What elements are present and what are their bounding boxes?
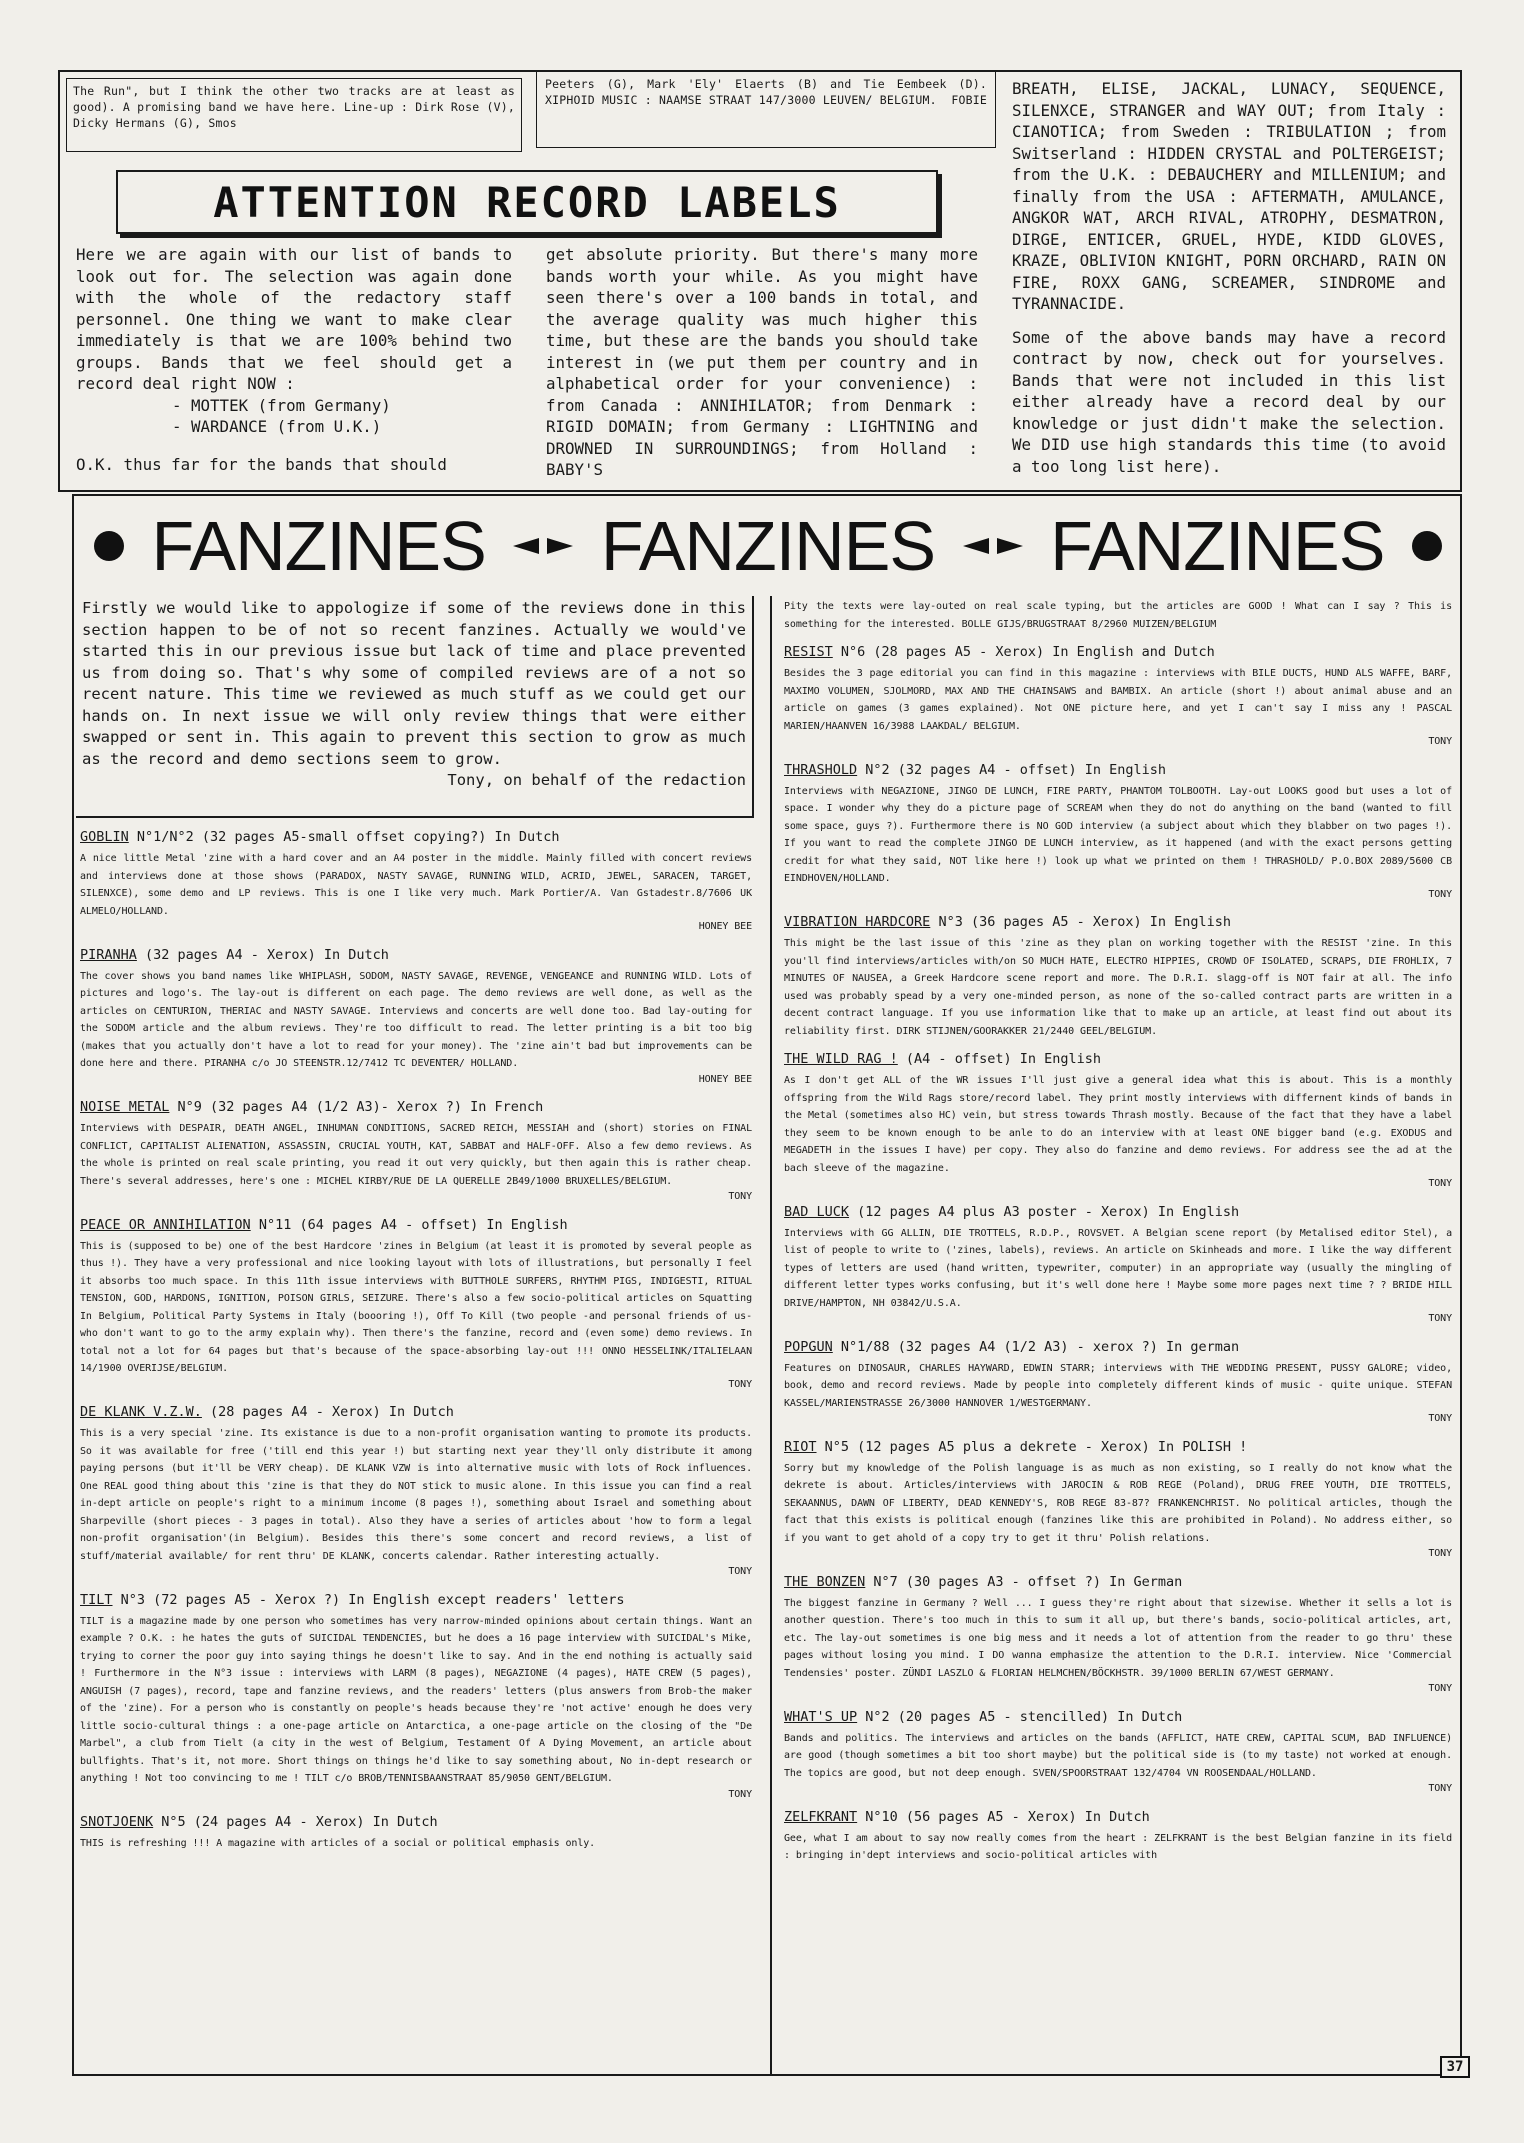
review-zine-name: PIRANHA: [80, 946, 137, 963]
review-title: [784, 1808, 1452, 1826]
review-signature: TONY: [1428, 736, 1452, 747]
review-zine-details: N°10 (56 pages A5 - Xerox) In Dutch: [857, 1808, 1150, 1825]
fanzine-review: [784, 1438, 1452, 1563]
review-signature: HONEY BEE: [698, 1073, 752, 1085]
review-zine-details: (12 pages A4 plus A3 poster - Xerox) In English: [849, 1203, 1240, 1220]
record-labels-middle-column: [546, 244, 978, 482]
right-reviews-column: [784, 598, 1452, 2068]
fanzine-review: [80, 1216, 752, 1394]
review-title: [784, 761, 1452, 779]
page-number-box: [1440, 2056, 1470, 2078]
review-signature: TONY: [1428, 1178, 1452, 1189]
review-body: Gee, what I am about to say now really comes from the heart : ZELFKRANT is the best Belgian fanzine in its field : bringing in'dept interviews and socio-political articles with: [784, 1832, 1452, 1861]
top-continuation-col1: [66, 78, 522, 152]
fanzine-review: [784, 1203, 1452, 1328]
review-zine-name: ZELFKRANT: [784, 1808, 858, 1825]
review-body: TILT is a magazine made by one person who sometimes has very narrow-minded opinions about certain things. Want an example ? O.K. : he hates the guts of SUICIDAL TENDENCIES, but he does a 16 page interview with SUICIDAL's Mike, trying to corner the poor guy into saying things he doesn't like to say. And in the end nothing is actually said ! Furthermore in the N°3 issue : interviews with LARM (8 pages), NEGAZIONE (4 pages), HATE CREW (5 pages), ANGUISH (7 pages), record, tape and fanzine reviews, and the readers' letters (plus answers from Brob-the maker of the 'zine). For a person who is constantly on people's heads because they're 'not active' enough he does very little socio-cultural things : a one-page article on Antarctica, a one-page article on the closing of the "De Marbel", a club from Tielt (a city in the west of Belgium, Testament Of A Dying Movement, an article about bullfights. That's it, not more. Short things on things he'd like to say something about, No in-dept research or anything ! Not too convincing to me ! TILT c/o BROB/TENNISBAANSTRAAT 85/9050 GENT/BELGIUM.: [80, 1615, 752, 1784]
review-zine-name: THRASHOLD: [784, 761, 858, 778]
fanzines-banner-word-2: FANZINES: [600, 507, 936, 585]
review-body: Interviews with DESPAIR, DEATH ANGEL, INHUMAN CONDITIONS, SACRED REICH, MESSIAH and (short) stories on FINAL CONFLICT, CAPITALIST ALIENATION, ASSASSIN, CRUCIAL YOUTH, KAT, SABBAT and HALF-OFF. Also a few demo reviews. As the whole is printed on real scale printing, you read it out very quickly, but then again this is rather cheap. There's several addresses, here's one : MICHEL KIRBY/RUE DE LA QUERELLE 2B49/1000 BRUXELLES/BELGIUM.: [80, 1123, 752, 1187]
review-zine-details: N°7 (30 pages A3 - offset ?) In German: [865, 1573, 1183, 1590]
fanzine-review: [80, 828, 752, 936]
record-labels-intro: Here we are again with our list of bands to look out for. The selection was again done with the whole of the redactory staff personnel. One thing we want to make clear immediately is that we are 100% behind two groups. Bands that we feel should get a record deal right NOW :: [76, 245, 512, 393]
review-body: The cover shows you band names like WHIPLASH, SODOM, NASTY SAVAGE, REVENGE, VENGEANCE and RUNNING WILD. Lots of pictures and logo's. The lay-out is different on each page. The demo reviews are well done, as well as the articles on CENTURION, THERIAC and NASTY SAVAGE. Interviews and concerts are well done too. Bad lay-outing for the SODOM article and the album reviews. They're too difficult to read. The letter printing is a bit too big (makes that you actually don't have a lot to read for your money). The 'zine ain't bad but improvements can be done here and there. PIRANHA c/o JO STEENSTR.12/7412 TC DEVENTER/ HOLLAND.: [80, 970, 752, 1069]
review-body: This is a very special 'zine. Its existance is due to a non-profit organisation wanting to promote its products. So it was available for free ('till end this year !) but starting next year they'll only distribute it among paying persons (but it'll be VERY cheap). DE KLANK VZW is into alternative music with lots of Rock influences. One REAL good thing about this 'zine is that they do NOT stick to music alone. In this issue you can find a real in-dept article on people's right to a minimum income (8 pages !), something about Israel and something about Sharpeville (short pieces - 3 pages in total). Also they have a series of articles about 'how to form a legal non-profit organisation'(in Belgium). Besides this there's some concert and record reviews, a list of stuff/material available/ for rent thru' DE KLANK, concerts calendar. Rather interesting actually.: [80, 1428, 752, 1562]
record-labels-closing: Some of the above bands may have a record contract by now, check out for yourselves. Bands that were not included in this list either already have a record deal by our knowledge or just didn't make the selection. We DID use high standards this time (to avoid a too long list here).: [1012, 327, 1446, 476]
fanzines-banner-word-1: FANZINES: [151, 507, 486, 585]
review-zine-details: N°2 (20 pages A5 - stencilled) In Dutch: [857, 1708, 1183, 1725]
review-body: Sorry but my knowledge of the Polish language is as much as non existing, so I really do not know what the dekrete is about. Articles/interviews with JAROCIN & ROB REGE (Poland), DRUG FREE YOUTH, DIE TROTTELS, SEKAANNUS, DAWN OF LIBERTY, DEAD KENNEDY'S, ROB REGE 83-87? FRANKENCHRIST. No political articles, though the fact that this exists is political enough (fanzines like this are prohibited in Poland). No address either, so if you want to get ahold of a copy try to get it thru' Polish relations.: [784, 1462, 1452, 1544]
review-signature: TONY: [728, 1566, 752, 1577]
review-title: [784, 1573, 1452, 1591]
review-signature: TONY: [728, 1378, 752, 1390]
fanzine-review: [784, 1050, 1452, 1193]
review-body: Interviews with NEGAZIONE, JINGO DE LUNCH, FIRE PARTY, PHANTOM TOLBOOTH. Lay-out LOOKS good but uses a lot of space. I wonder why they do a picture page of SCREAM when they do not do anything on the band (wanted to fill some space, guys ?). Furthermore there is NO GOD interview (a subject about which they blabber on two pages !). If you want to read the complete JINGO DE LUNCH interview, as it happened (and with the exact persons getting credit for what they said, NOT like here !) look up what we printed on them ! THRASHOLD/ P.O.BOX 2089/5600 CB EINDHOVEN/HOLLAND.: [784, 785, 1452, 884]
column-divider: [770, 596, 772, 2074]
record-labels-band-list: BREATH, ELISE, JACKAL, LUNACY, SEQUENCE, SILENXCE, STRANGER and WAY OUT; from Italy : CIANOTICA; from Sweden : TRIBULATION ; from Switserland : HIDDEN CRYSTAL and POLTERGEIST; from the U.K. : DEBAUCHERY and MILLENIUM; and finally from the USA : AFTERMATH, AMULANCE, ANGKOR WAT, ARCH RIVAL, ATROPHY, DESMATRON, DIRGE, ENTICER, GRUEL, HYDE, KIDD GLOVES, KRAZE, OBLIVION KNIGHT, PORN ORCHARD, RAIN ON FIRE, ROXX GANG, SCREAMER, SINDROME and TYRANNACIDE.: [1012, 79, 1446, 313]
review-signature: TONY: [1428, 1313, 1452, 1324]
fanzine-review: [784, 643, 1452, 751]
review-zine-details: N°1/N°2 (32 pages A5-small offset copying?) In Dutch: [128, 829, 560, 845]
review-zine-name: TILT: [80, 1591, 113, 1608]
fanzines-intro-text: Firstly we would like to appologize if some of the reviews done in this section happen to be of not so recent fanzines. Actually we would've started this in our previous issue but lack of time and place prevented us from doing so. That's why some of compiled reviews are of a not so recent nature. This time we reviewed as much stuff as we could get our hands on. In next issue we will only review things that were either swapped or sent in. This again to prevent this section to grow as much as the record and demo sections seem to grow.: [82, 599, 746, 768]
fanzine-review: [784, 761, 1452, 904]
fanzine-review: [784, 1708, 1452, 1798]
review-body: This might be the last issue of this 'zine as they plan on working together with the RESIST 'zine. In this you'll find interviews/articles with/on SO MUCH HATE, ELECTRO HIPPIES, CROWD OF ISOLATED, SCRAPS, DIE FROHLIX, 7 MINUTES OF NAUSEA, a Greek Hardcore scene report and more. The D.R.I. slagg-off is NOT fair at all. The info used was probably spead by a very one-minded person, as none of the so-called contract parts are written in a decent contract language. If you use information like that to make up an article, at least find out about its reliability first. DIRK STIJNEN/GOORAKKER 21/2440 GEEL/BELGIUM.: [784, 938, 1452, 1037]
fanzines-banner-word-3: FANZINES: [1050, 507, 1385, 585]
review-zine-name: GOBLIN: [80, 829, 129, 845]
review-zine-details: N°5 (12 pages A5 plus a dekrete - Xerox) In POLISH !: [816, 1438, 1248, 1455]
record-labels-left-end: O.K. thus far for the bands that should: [76, 454, 447, 474]
review-title: [80, 1216, 752, 1234]
fanzine-review: [784, 598, 1452, 633]
arrow-separator-icon: [513, 538, 573, 554]
review-zine-name: VIBRATION HARDCORE: [784, 914, 931, 930]
review-zine-name: WHAT'S UP: [784, 1708, 858, 1725]
review-zine-name: RESIST: [784, 644, 833, 660]
review-zine-details: N°2 (32 pages A4 - offset) In English: [857, 761, 1167, 778]
fanzines-intro-signature: Tony, on behalf of the redaction: [447, 771, 746, 789]
fanzine-review: [784, 1338, 1452, 1428]
fanzine-review: [80, 946, 752, 1089]
review-title: [784, 1708, 1452, 1726]
bullet-left-icon: [94, 531, 124, 561]
review-zine-name: POPGUN: [784, 1338, 833, 1355]
fanzines-intro: [82, 598, 746, 814]
fanzine-review: [80, 1813, 752, 1853]
review-signature: TONY: [1428, 888, 1452, 900]
review-body: Pity the texts were lay-outed on real scale typing, but the articles are GOOD ! What can I say ? This is something for the interested. BOLLE GIJS/BRUGSTRAAT 8/2960 MUIZEN/BELGIUM: [784, 601, 1452, 630]
review-title: [80, 1591, 752, 1609]
left-reviews-column: [80, 828, 752, 2068]
review-zine-details: (A4 - offset) In English: [897, 1051, 1101, 1067]
review-title: [80, 946, 752, 964]
intro-box-bottom-border: [76, 816, 754, 818]
review-zine-details: N°6 (28 pages A5 - Xerox) In English and Dutch: [832, 644, 1215, 660]
record-labels-middle-text: get absolute priority. But there's many more bands worth your while. As you might have seen there's over a 100 bands in total, and the average quality was much higher this time, but these are the bands you should take interest in (we put them per country and in alphabetical order for your convenience) : from Canada : ANNIHILATOR; from Denmark : RIGID DOMAIN; from Germany : LIGHTNING and DROWNED IN SURROUNDINGS; from Holland : BABY'S: [546, 245, 978, 479]
review-zine-details: (28 pages A4 - Xerox) In Dutch: [201, 1404, 454, 1420]
review-zine-name: PEACE OR ANNIHILATION: [80, 1216, 251, 1233]
review-zine-name: DE KLANK V.Z.W.: [80, 1404, 202, 1420]
fanzine-review: [80, 1403, 752, 1581]
review-zine-details: N°3 (72 pages A5 - Xerox ?) In English except readers' letters: [112, 1591, 625, 1608]
top-col1-text: The Run", but I think the other two tracks are at least as good). A promising band we have here. Line-up : Dirk Rose (V), Dicky Hermans (G), Smos: [73, 84, 515, 130]
review-signature: TONY: [1428, 1413, 1452, 1424]
fanzine-review: [784, 1808, 1452, 1865]
fanzine-review: [784, 1573, 1452, 1698]
review-body: Besides the 3 page editorial you can find in this magazine : interviews with BILE DUCTS, HUND ALS WAFFE, BARF, MAXIMO VOLUMEN, SJOLMORD, MAX AND THE CHAINSAWS and BAMBIX. An article (short !) about animal abuse and an article on games (3 games explained). Not ONE picture here, and yet I can't say I miss any ! PASCAL MARIEN/HAANVEN 16/3988 LAAKDAL/ BELGIUM.: [784, 668, 1452, 732]
review-signature: HONEY BEE: [698, 921, 752, 932]
review-body: Interviews with GG ALLIN, DIE TROTTELS, R.D.P., ROVSVET. A Belgian scene report (by Metalised editor Stel), a list of people to write to ('zines, labels), reviews. An article on Skinheads and more. I like the way different types of letters are used (hand written, typewriter, computer) in an appropriate way (usually the mingling of different letter types works confusing, but it's well done here ! Maybe some more pages next time ? ? BRIDE HILL DRIVE/HAMPTON, NH 03842/U.S.A.: [784, 1227, 1452, 1309]
review-signature: TONY: [1428, 1683, 1452, 1694]
review-body: The biggest fanzine in Germany ? Well ... I guess they're right about that sizewise. Whether it sells a lot is another question. There's too much in this to sum it all up, but there's bands, socio-political articles, art, etc. The lay-out sometimes is one big mess and it needs a lot of attention from the reader to go thru' these pages without losing you mind. I DO wanna emphasize the attention to the D.R.I. interview. Nice 'Commercial Tendensies' poster. ZÜNDI LASZLO & FLORIAN HELMCHEN/BÖCKHSTR. 39/1000 BERLIN 67/WEST GERMANY.: [784, 1597, 1452, 1679]
review-zine-details: N°1/88 (32 pages A4 (1/2 A3) - xerox ?) In german: [832, 1338, 1240, 1355]
fanzine-review: [784, 913, 1452, 1040]
review-body: A nice little Metal 'zine with a hard cover and an A4 poster in the middle. Mainly filled with concert reviews and interviews done at those shows (PARADOX, NASTY SAVAGE, RUNNING WILD, ACRID, JEWEL, SARACEN, TARGET, SILENXCE), some demo and LP reviews. This is one I like very much. Mark Portier/A. Van Gstadestr.8/7606 UK ALMELO/HOLLAND.: [80, 853, 752, 917]
top-continuation-col2: [536, 72, 996, 148]
top-col2-text: Peeters (G), Mark 'Ely' Elaerts (B) and Tie Eembeek (D). XIPHOID MUSIC : NAAMSE STRAAT 147/3000 LEUVEN/ BELGIUM.: [545, 77, 987, 107]
review-body: Features on DINOSAUR, CHARLES HAYWARD, EDWIN STARR; interviews with THE WEDDING PRESENT, PUSSY GALORE; video, book, demo and record reviews. Made by people into completely different kinds of music - quite unique. STEFAN KASSEL/MARIENSTRASSE 26/3000 HANNOVER 1/WESTGERMANY.: [784, 1362, 1452, 1409]
review-zine-name: THE WILD RAG !: [784, 1051, 898, 1067]
page-number: 37: [1446, 2059, 1464, 2075]
priority-band-1: - MOTTEK (from Germany): [172, 395, 391, 415]
review-zine-details: N°9 (32 pages A4 (1/2 A3)- Xerox ?) In French: [169, 1099, 544, 1115]
review-zine-name: NOISE METAL: [80, 1099, 170, 1115]
review-title: [80, 828, 752, 846]
review-zine-name: BAD LUCK: [784, 1203, 850, 1220]
fanzine-review: [80, 1591, 752, 1804]
review-title: [80, 1098, 752, 1116]
review-signature: TONY: [728, 1788, 752, 1800]
review-title: [784, 1438, 1452, 1456]
review-zine-name: SNOTJOENK: [80, 1814, 154, 1830]
review-body: This is (supposed to be) one of the best Hardcore 'zines in Belgium (at least it is promoted by several people as thus !). They have a very professional and nice looking layout with lots of illustrations, but personally I feel it absorbs too much space. In this 11th issue interviews with BUTTHOLE SURFERS, RHYTHM PIGS, INDIGESTI, RITUAL TENSION, GOD, HARDONS, IGNITION, POISON GIRLS, SEIZURE. There's also a few socio-political articles on Squatting In Belgium, Political Party Systems in Italy (boooring !), Off To Kill (two people -and personal friends of us- who don't want to go to the army explain why). Then there's the fanzine, record and (even some) demo reviews. In total not a lot for 64 pages but that's because of the space-absorbing lay-out !!! ONNO HESSELINK/ITALIELAAN 14/1900 OVERIJSE/BELGIUM.: [80, 1240, 752, 1374]
priority-band-2: - WARDANCE (from U.K.): [172, 417, 382, 436]
bullet-right-icon: [1412, 531, 1442, 561]
fanzines-banner: [84, 500, 1452, 592]
review-title: [784, 1050, 1452, 1068]
attention-record-labels-heading-box: [116, 170, 938, 234]
review-zine-name: RIOT: [784, 1438, 817, 1455]
review-zine-details: N°3 (36 pages A5 - Xerox) In English: [930, 914, 1232, 930]
review-title: [80, 1403, 752, 1421]
review-signature: TONY: [1428, 1548, 1452, 1559]
record-labels-right-column: [1012, 78, 1446, 486]
review-signature: TONY: [1428, 1783, 1452, 1794]
review-body: Bands and politics. The interviews and articles on the bands (AFFLICT, HATE CREW, CAPITAL SCUM, BAD INFLUENCE) are good (though sometimes a bit too short maybe) but the political side is (to my taste) not worked at enough. The topics are good, but not deep enough. SVEN/SPOORSTRAAT 132/4704 VN ROOSENDAAL/HOLLAND.: [784, 1732, 1452, 1779]
record-labels-left-column: [76, 244, 512, 482]
top-col2-signature: FOBIE: [951, 93, 987, 107]
review-body: THIS is refreshing !!! A magazine with articles of a social or political emphasis only.: [80, 1838, 596, 1849]
review-title: [784, 1338, 1452, 1356]
fanzine-review: [80, 1098, 752, 1206]
review-zine-name: THE BONZEN: [784, 1573, 866, 1590]
attention-record-labels-heading: ATTENTION RECORD LABELS: [213, 177, 841, 227]
review-title: [784, 1203, 1452, 1221]
arrow-separator-icon: [963, 538, 1023, 554]
intro-box-right-border: [752, 596, 754, 816]
review-body: As I don't get ALL of the WR issues I'll just give a general idea what this is about. This is a monthly offspring from the Wild Rags store/record label. They print mostly interviews with differnent kinds of bands in the Metal (sometimes also HC) vein, but stress towards Thrash mostly. Because of the fact that they have a label they seem to be known enough to be anle to do an interview with at least ONE bigger band (e.g. EXODUS and MEGADETH in the issues I have) per copy. They also do fanzine and demo reviews. For address see the ad at the bach sleeve of the magazine.: [784, 1075, 1452, 1174]
review-title: [784, 913, 1452, 931]
review-zine-details: (32 pages A4 - Xerox) In Dutch: [136, 946, 389, 963]
review-zine-details: N°5 (24 pages A4 - Xerox) In Dutch: [153, 1814, 438, 1830]
review-title: [80, 1813, 752, 1831]
review-signature: TONY: [728, 1191, 752, 1202]
review-zine-details: N°11 (64 pages A4 - offset) In English: [250, 1216, 568, 1233]
review-title: [784, 643, 1452, 661]
